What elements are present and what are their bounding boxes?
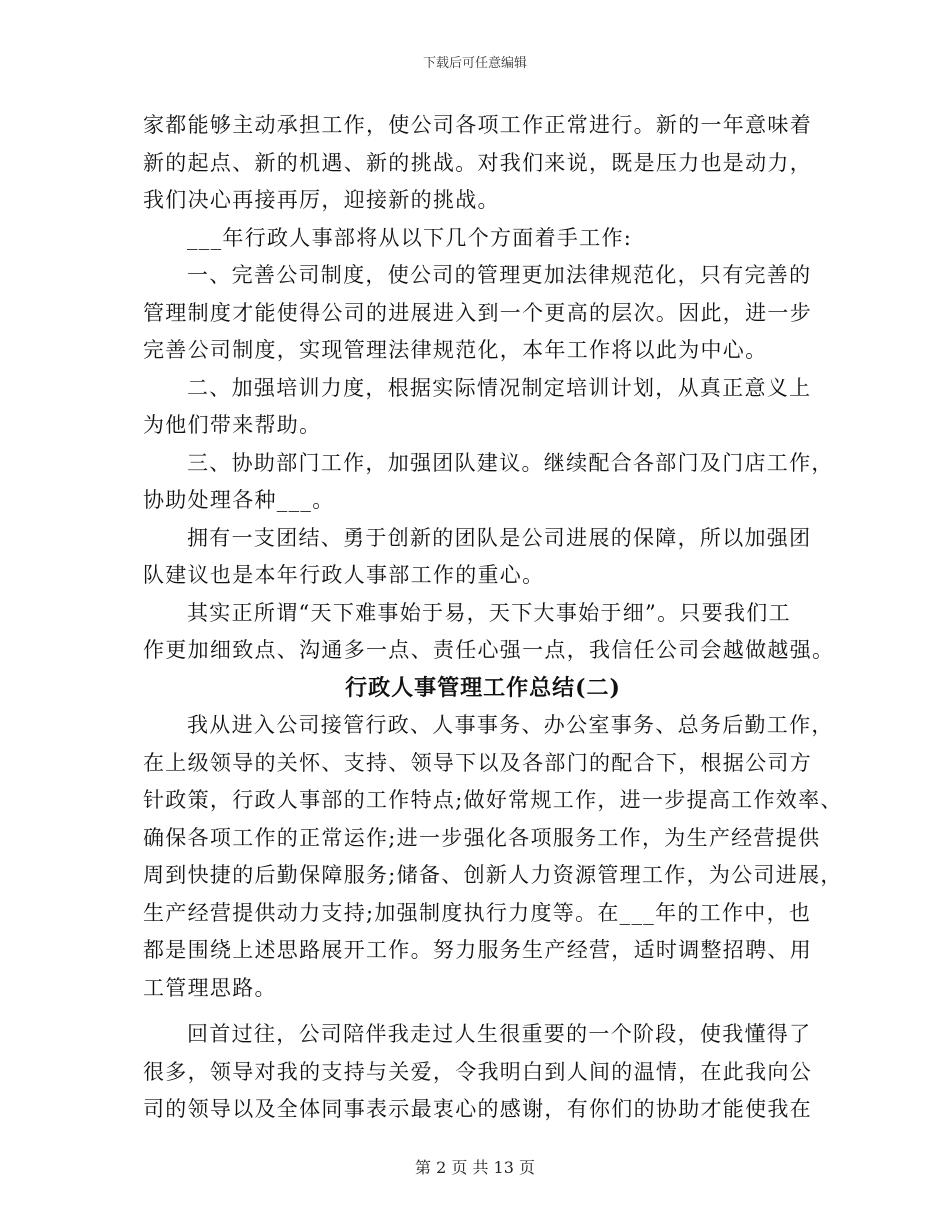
text-line: 回首过往，公司陪伴我走过人生很重要的一个阶段，使我懂得了	[187, 1022, 812, 1046]
text-line: 为他们带来帮助。	[143, 413, 322, 437]
text-line: 管理制度才能使得公司的进展进入到一个更高的层次。因此，进一步	[143, 300, 812, 325]
text-line: 都是围绕上述思路展开工作。努力服务生产经营，适时调整招聘、用	[143, 938, 812, 962]
text-line: 二、加强培训力度，根据实际情况制定培训计划，从真正意义上	[187, 375, 812, 400]
text-line: 其实正所谓“天下难事始于易，天下大事始于细”。只要我们工	[187, 600, 791, 625]
text-line: 针政策，行政人事部的工作特点;做好常规工作，进一步提高工作效率、	[143, 788, 843, 812]
text-line: 生产经营提供动力支持;加强制度执行力度等。在___年的工作中，也	[143, 900, 812, 925]
text-line: ___年行政人事部将从以下几个方面着手工作:	[187, 225, 633, 250]
page-header: 下载后可任意编辑	[422, 56, 527, 71]
text-line: 家都能够主动承担工作，使公司各项工作正常进行。新的一年意味着	[143, 113, 812, 137]
text-line: 一、完善公司制度，使公司的管理更加法律规范化，只有完善的	[187, 263, 812, 287]
text-line: 在上级领导的关怀、支持、领导下以及各部门的配合下，根据公司方	[143, 750, 812, 775]
text-line: 司的领导以及全体同事表示最衷心的感谢，有你们的协助才能使我在	[143, 1097, 812, 1121]
text-line: 完善公司制度，实现管理法律规范化，本年工作将以此为中心。	[143, 338, 768, 362]
paragraph-gap	[143, 1007, 823, 1016]
text-line: 确保各项工作的正常运作;进一步强化各项服务工作，为生产经营提供	[143, 825, 821, 850]
text-line: 作更加细致点、沟通多一点、责任心强一点，我信任公司会越做越强。	[143, 638, 835, 662]
text-line: 拥有一支团结、勇于创新的团队是公司进展的保障，所以加强团	[187, 525, 812, 550]
text-line: 新的起点、新的机遇、新的挑战。对我们来说，既是压力也是动力，	[143, 150, 812, 175]
page-footer: 第 2 页 共 13 页	[415, 1158, 535, 1177]
text-line: 很多，领导对我的支持与关爱，令我明白到人间的温情，在此我向公	[143, 1059, 812, 1084]
text-line: 工管理思路。	[143, 975, 277, 1000]
text-line: 我从进入公司接管行政、人事事务、办公室事务、总务后勤工作，	[187, 713, 834, 737]
text-line: 三、协助部门工作，加强团队建议。继续配合各部门及门店工作，	[187, 450, 834, 475]
text-line: 队建议也是本年行政人事部工作的重心。	[143, 563, 545, 587]
text-line: 周到快捷的后勤保障服务;储备、创新人力资源管理工作，为公司进展，	[143, 863, 843, 887]
section-title: 行政人事管理工作总结(二)	[345, 674, 621, 701]
text-line: 我们决心再接再厉，迎接新的挑战。	[143, 188, 500, 212]
document-body	[143, 107, 843, 1129]
text-line: 协助处理各种___。	[143, 488, 335, 512]
